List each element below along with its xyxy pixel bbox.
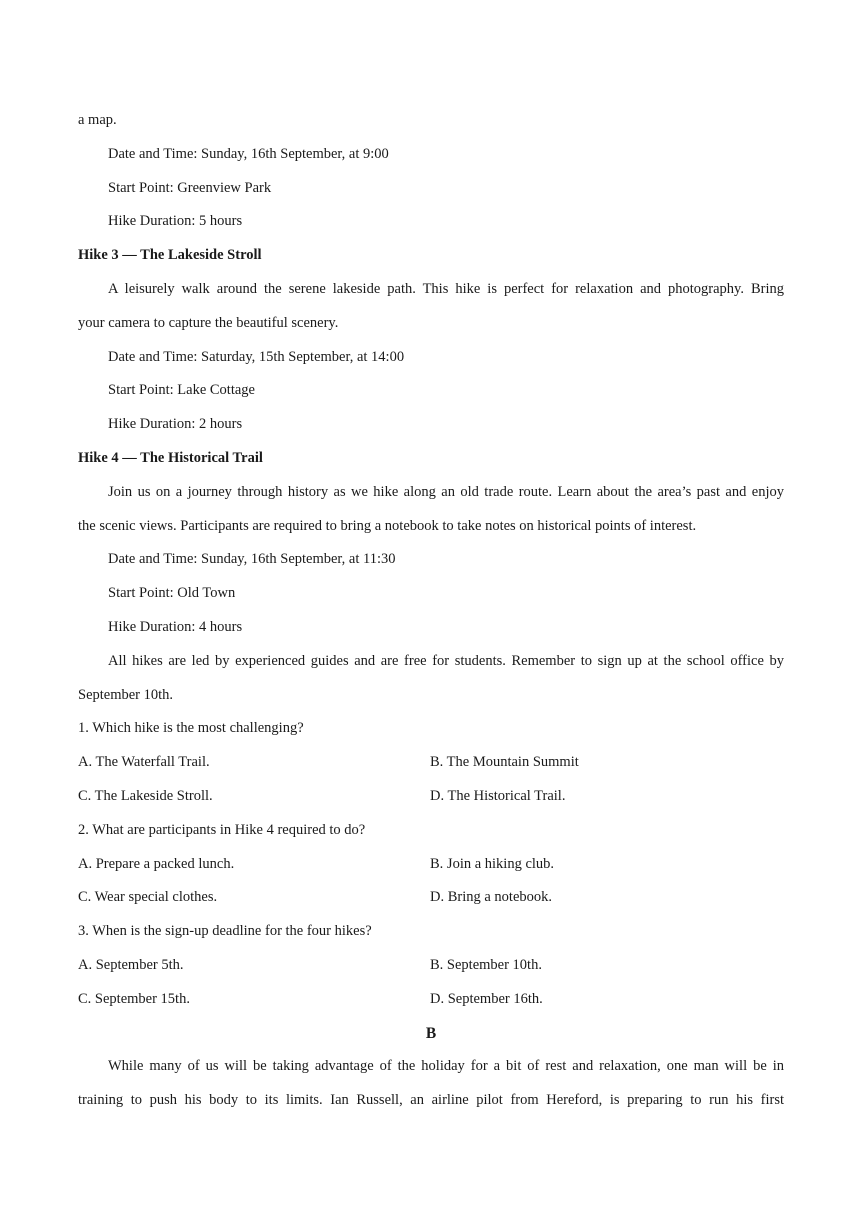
hike3-start: Start Point: Lake Cottage bbox=[108, 382, 255, 399]
question-1-options-row-1 bbox=[78, 746, 784, 780]
option-d: D. Bring a notebook. bbox=[430, 889, 553, 906]
question-3-options-row-2 bbox=[78, 983, 784, 1017]
question-1-options-row-2 bbox=[78, 780, 784, 814]
closing-line1: All hikes are led by experienced guides and are free for students. Remember to sign up at the school office by bbox=[108, 652, 784, 669]
document-page bbox=[78, 104, 784, 1118]
question-2-prompt: 2. What are participants in Hike 4 required to do? bbox=[78, 821, 366, 838]
hike4-start: Start Point: Old Town bbox=[108, 585, 236, 602]
option-a: A. September 5th. bbox=[78, 956, 184, 973]
hike3-title: Hike 3 — The Lakeside Stroll bbox=[78, 247, 262, 264]
question-2-options-row-1 bbox=[78, 848, 784, 882]
option-c: C. September 15th. bbox=[78, 990, 190, 1007]
section-b-line2: training to push his body to its limits. Ian Russell, an airline pilot from Hereford, is preparing to run his first bbox=[78, 1092, 784, 1109]
hike4-desc-line2: the scenic views. Participants are required to bring a notebook to take notes on historical points of interest. bbox=[78, 517, 697, 534]
closing-line2: September 10th. bbox=[78, 686, 174, 703]
hike3-date: Date and Time: Saturday, 15th September, at 14:00 bbox=[108, 348, 405, 365]
option-d: D. The Historical Trail. bbox=[430, 787, 566, 804]
hike3-duration: Hike Duration: 2 hours bbox=[108, 416, 243, 433]
option-a: A. The Waterfall Trail. bbox=[78, 754, 210, 771]
hike4-duration: Hike Duration: 4 hours bbox=[108, 618, 243, 635]
option-b: B. Join a hiking club. bbox=[430, 855, 555, 872]
question-3-options-row-1 bbox=[78, 949, 784, 983]
option-b: B. The Mountain Summit bbox=[430, 754, 579, 771]
hike3-desc-line1: A leisurely walk around the serene lakeside path. This hike is perfect for relaxation and photography. Bring bbox=[108, 280, 784, 297]
intro-tail: a map. bbox=[78, 112, 117, 128]
hike4-title: Hike 4 — The Historical Trail bbox=[78, 449, 263, 466]
question-3-prompt: 3. When is the sign-up deadline for the four hikes? bbox=[78, 923, 372, 940]
hike2-start: Start Point: Greenview Park bbox=[108, 179, 272, 196]
option-b: B. September 10th. bbox=[430, 956, 542, 973]
hike3-desc-line2: your camera to capture the beautiful scenery. bbox=[78, 314, 339, 331]
option-a: A. Prepare a packed lunch. bbox=[78, 855, 235, 872]
hike2-date: Date and Time: Sunday, 16th September, at 9:00 bbox=[108, 145, 389, 162]
option-d: D. September 16th. bbox=[430, 990, 543, 1007]
section-b-title: B bbox=[425, 1024, 437, 1042]
section-b-line1: While many of us will be taking advantage of the holiday for a bit of rest and relaxation, one man will be in bbox=[108, 1058, 784, 1075]
question-2-options-row-2 bbox=[78, 881, 784, 915]
hike2-duration: Hike Duration: 5 hours bbox=[108, 213, 243, 230]
question-1-prompt: 1. Which hike is the most challenging? bbox=[78, 720, 304, 737]
option-c: C. The Lakeside Stroll. bbox=[78, 787, 213, 804]
hike4-desc-line1: Join us on a journey through history as we hike along an old trade route. Learn about the area’s past and enjoy bbox=[108, 483, 784, 500]
option-c: C. Wear special clothes. bbox=[78, 889, 218, 906]
hike4-date: Date and Time: Sunday, 16th September, at 11:30 bbox=[108, 551, 396, 568]
